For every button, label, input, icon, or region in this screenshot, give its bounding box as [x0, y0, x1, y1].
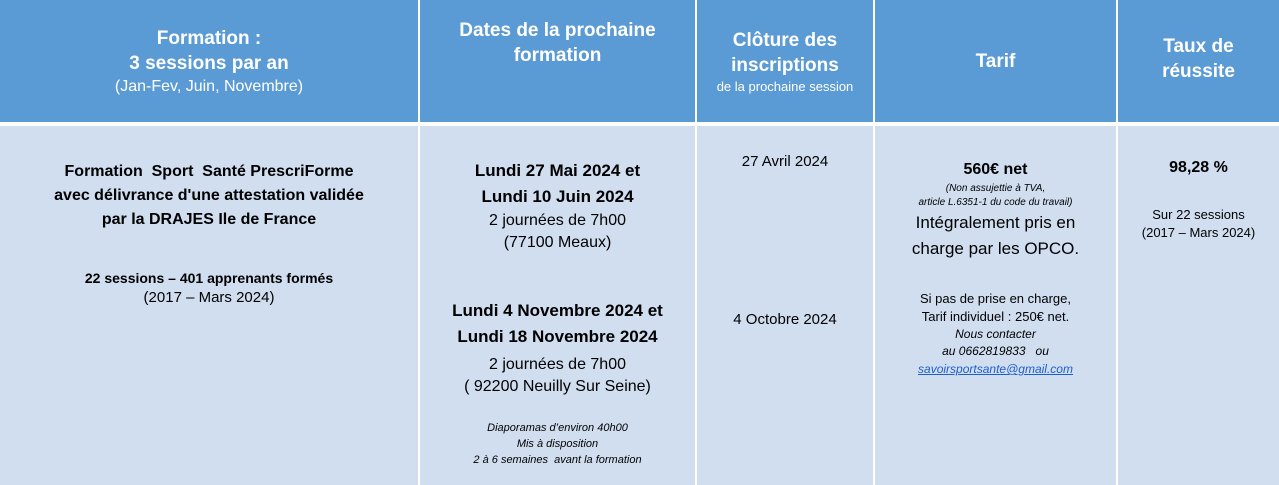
- session2-duration: 2 journées de 7h00: [489, 356, 626, 373]
- header-tarif: [875, 0, 1116, 123]
- session2-line2: Lundi 18 Novembre 2024: [457, 327, 658, 346]
- contact-email-link[interactable]: savoirsportsante@gmail.com: [918, 362, 1073, 376]
- formation-period: (2017 – Mars 2024): [143, 289, 275, 306]
- reussite-rate: 98,28 %: [1169, 159, 1228, 176]
- cell-cloture: [697, 126, 873, 330]
- header-cloture-line1: Clôture des: [732, 29, 838, 51]
- session2-place: ( 92200 Neuilly Sur Seine): [464, 378, 651, 395]
- tarif-contact-line2: au 0662819833 ou: [942, 344, 1049, 358]
- tarif-opco-line2: charge par les OPCO.: [911, 239, 1080, 258]
- header-formation: [0, 0, 418, 123]
- header-dates-line1: Dates de la prochaine: [459, 20, 656, 41]
- formation-title-line1: Formation Sport Santé PrescriForme: [64, 163, 354, 180]
- header-formation-line2: 3 sessions par an: [129, 52, 289, 74]
- session1-place: (77100 Meaux): [503, 234, 612, 251]
- header-reussite-line1: Taux de: [1163, 36, 1234, 57]
- cell-reussite: [1118, 126, 1279, 242]
- dates-note-line1: Diaporamas d’environ 40h00: [487, 422, 628, 434]
- cloture-date1: 27 Avril 2024: [741, 153, 829, 170]
- header-reussite: [1118, 0, 1279, 123]
- dates-note-line2: Mis à disposition: [516, 438, 599, 450]
- tarif-note-line1: (Non assujettie à TVA,: [945, 183, 1046, 194]
- formation-title-line3: par la DRAJES Ile de France: [101, 211, 317, 228]
- session1-line2: Lundi 10 Juin 2024: [481, 187, 634, 206]
- header-cloture-line2: inscriptions: [731, 54, 839, 76]
- header-reussite-line2: réussite: [1162, 61, 1235, 82]
- tarif-opco-line1: Intégralement pris en: [915, 213, 1076, 232]
- tarif-price: 560€ net: [963, 161, 1028, 178]
- tarif-alt-line1: Si pas de prise en charge,: [919, 291, 1072, 306]
- tarif-contact-line1: Nous contacter: [955, 327, 1036, 341]
- cell-dates: [420, 126, 695, 468]
- reussite-period: (2017 – Mars 2024): [1141, 225, 1256, 240]
- formation-title-line2: avec délivrance d'une attestation validée: [54, 187, 364, 204]
- dates-note-line3: 2 à 6 semaines avant la formation: [473, 454, 642, 466]
- session2-line1: Lundi 4 Novembre 2024 et: [452, 301, 663, 320]
- header-cloture: [697, 0, 873, 123]
- header-dates: [420, 0, 695, 123]
- tarif-alt-line2: Tarif individuel : 250€ net.: [921, 309, 1070, 324]
- cloture-date2: 4 Octobre 2024: [733, 311, 837, 328]
- header-tarif-line1: Tarif: [975, 51, 1016, 72]
- header-formation-line3: (Jan-Fev, Juin, Novembre): [114, 77, 304, 95]
- header-formation-line1: Formation :: [156, 27, 262, 49]
- session1-line1: Lundi 27 Mai 2024 et: [474, 161, 641, 180]
- column-divider: [1116, 0, 1118, 485]
- formation-stats: 22 sessions – 401 apprenants formés: [84, 270, 334, 286]
- tarif-note-line2: article L.6351-1 du code du travail): [918, 197, 1073, 208]
- header-dates-line2: formation: [513, 45, 602, 66]
- cell-formation: [0, 126, 418, 308]
- header-cloture-line3: de la prochaine session: [716, 78, 854, 94]
- cell-tarif: [875, 126, 1116, 378]
- session1-duration: 2 journées de 7h00: [489, 212, 626, 229]
- reussite-sessions: Sur 22 sessions: [1152, 207, 1245, 222]
